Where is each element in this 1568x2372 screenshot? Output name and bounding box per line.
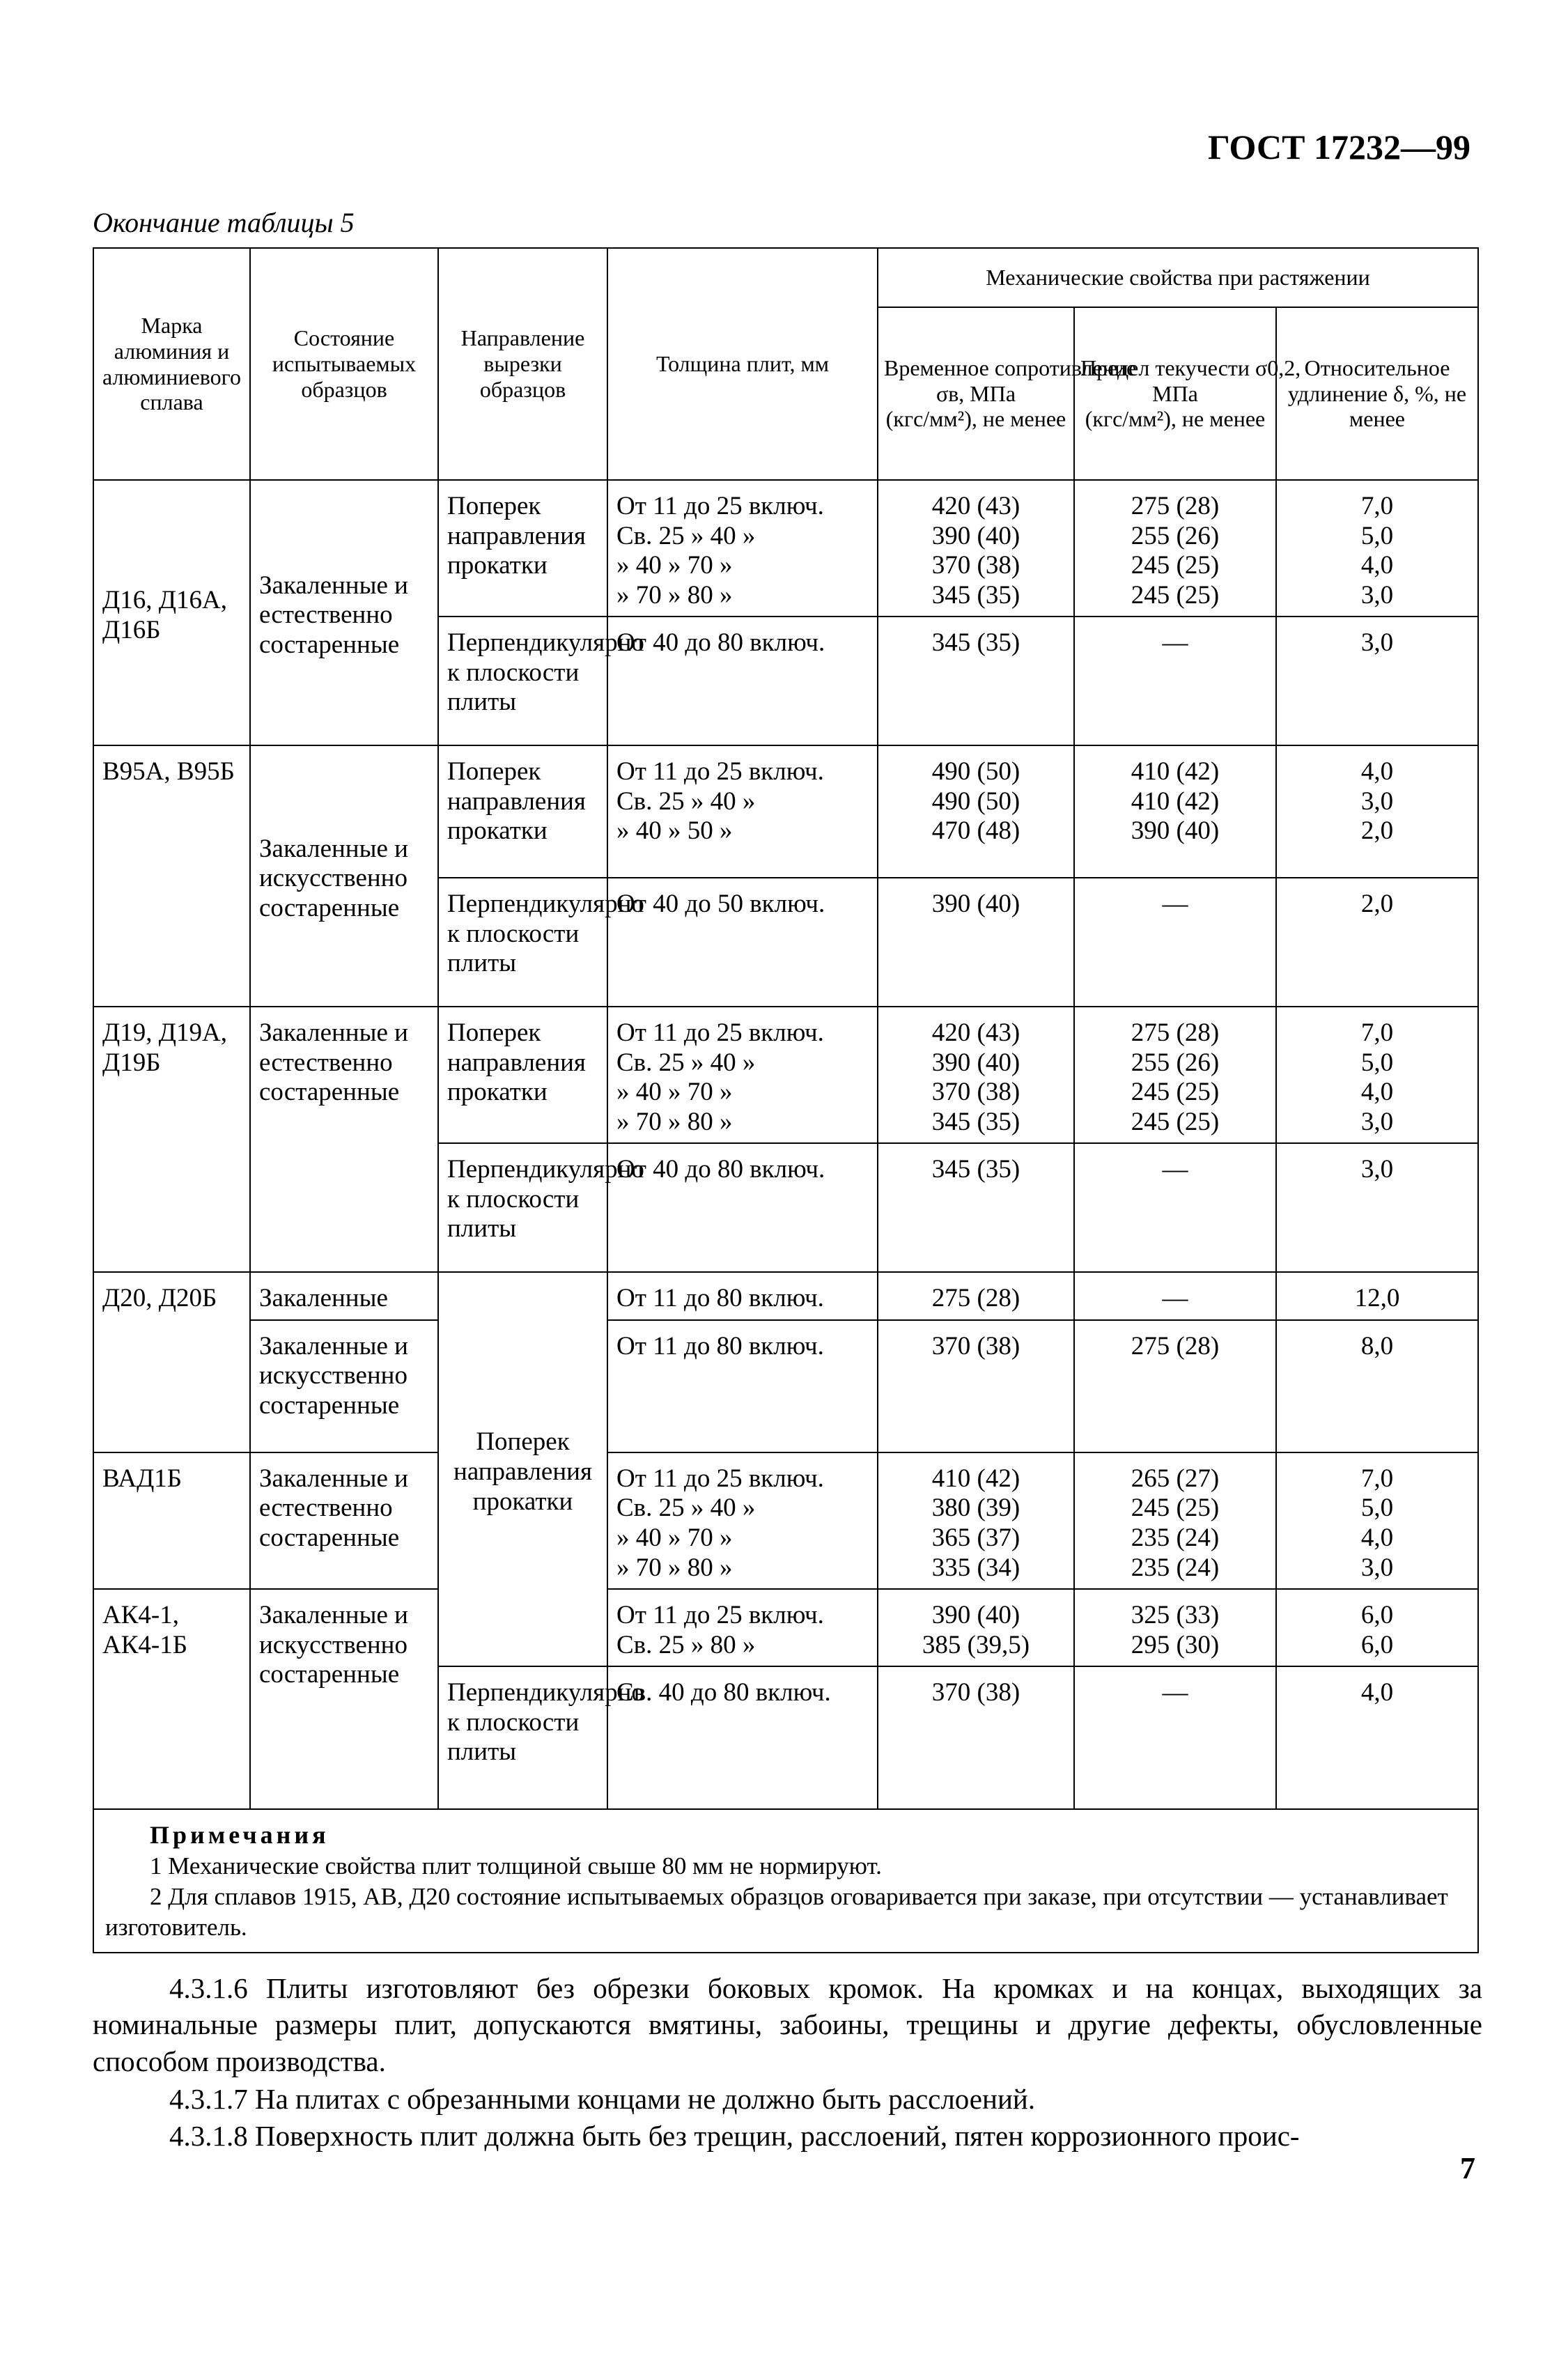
state-cell: Закаленные и искусственно состаренные xyxy=(250,1320,438,1452)
thickness-cell: От 11 до 80 включ. xyxy=(607,1320,878,1452)
cell-line: 4,0 xyxy=(1360,551,1394,580)
cell-line: 245 (25) xyxy=(1131,1107,1220,1136)
elongation-cell xyxy=(1276,1452,1478,1589)
cell-line: 3,0 xyxy=(1360,1107,1394,1136)
paragraph-4-3-1-7: 4.3.1.7 На плитах с обрезанными концами не должно быть расслоений. xyxy=(169,2083,1036,2115)
col-header-direction: Направление вырезки образцов xyxy=(438,248,607,480)
cell-line: 420 (43) xyxy=(931,1018,1020,1048)
thickness-cell xyxy=(607,480,878,617)
cell-line: 470 (48) xyxy=(931,816,1020,846)
table-row xyxy=(93,1007,1478,1143)
cell-line: Св. 25 » 80 » xyxy=(616,1630,756,1659)
strength-cell xyxy=(878,1589,1074,1666)
cell-line: 235 (24) xyxy=(1131,1553,1220,1582)
strength-cell: 345 (35) xyxy=(878,1143,1074,1272)
cell-line: 6,0 xyxy=(1360,1630,1394,1659)
table-row xyxy=(93,1589,1478,1666)
elongation-cell xyxy=(1276,1589,1478,1666)
strength-cell xyxy=(878,1452,1074,1589)
grade-cell: АК4-1, АК4-1Б xyxy=(93,1589,250,1809)
notes-title: Примечания xyxy=(150,1821,329,1850)
table-row xyxy=(93,1272,1478,1320)
cell-line: Св. 25 » 40 » xyxy=(616,1048,756,1077)
strength-cell: 275 (28) xyxy=(878,1272,1074,1320)
paragraph-4-3-1-6: 4.3.1.6 Плиты изготовляют без обрезки боковых кромок. На кромках и на концах, выходящих за номинальные размеры плит, допускаются вмятины, забоины, трещины и другие дефекты, обусловленные способом производства. xyxy=(93,1972,1482,2077)
cell-line: 5,0 xyxy=(1360,1494,1394,1523)
cell-line: 390 (40) xyxy=(931,1601,1020,1630)
yield-cell: — xyxy=(1074,878,1276,1007)
cell-line: 325 (33) xyxy=(1131,1601,1220,1630)
cell-line: » 70 » 80 » xyxy=(616,1107,733,1136)
strength-cell: 345 (35) xyxy=(878,617,1074,745)
cell-line: 7,0 xyxy=(1360,1018,1394,1048)
cell-line: 4,0 xyxy=(1360,1524,1394,1553)
cell-line: 370 (38) xyxy=(931,1078,1020,1107)
paragraph-4-3-1-8: 4.3.1.8 Поверхность плит должна быть без трещин, расслоений, пятен коррозионного проис- xyxy=(169,2120,1300,2152)
table-header-row xyxy=(93,248,1478,307)
note-1: 1 Механические свойства плит толщиной свыше 80 мм не нормируют. xyxy=(150,1852,882,1880)
table-row xyxy=(93,1320,1478,1452)
cell-line: » 70 » 80 » xyxy=(616,1553,733,1582)
yield-cell: — xyxy=(1074,1143,1276,1272)
elongation-cell: 3,0 xyxy=(1276,1143,1478,1272)
cell-line: 365 (37) xyxy=(931,1524,1020,1553)
state-cell: Закаленные и естественно состаренные xyxy=(250,1452,438,1589)
cell-line: 4,0 xyxy=(1360,1078,1394,1107)
thickness-cell xyxy=(607,1452,878,1589)
cell-line: 420 (43) xyxy=(931,492,1020,520)
elongation-cell: 8,0 xyxy=(1276,1320,1478,1452)
header-text: σв, МПа xyxy=(936,380,1016,406)
cell-line: » 70 » 80 » xyxy=(616,580,733,610)
table-caption: Окончание таблицы 5 xyxy=(93,207,355,238)
header-text: Временное сопротивление xyxy=(884,355,1137,380)
yield-cell xyxy=(1074,1007,1276,1143)
cell-line: 490 (50) xyxy=(931,757,1020,786)
grade-cell: В95А, В95Б xyxy=(93,745,250,1007)
cell-line: Св. 25 » 40 » xyxy=(616,521,756,550)
elongation-cell: 4,0 xyxy=(1276,1666,1478,1809)
header-text: Предел текучести σ0,2, xyxy=(1080,355,1301,380)
elongation-cell xyxy=(1276,1007,1478,1143)
col-header-elongation: Относительное удлинение δ, %, не менее xyxy=(1276,307,1478,480)
cell-line: 380 (39) xyxy=(931,1494,1020,1523)
state-cell: Закаленные и естественно состаренные xyxy=(250,1007,438,1272)
yield-cell: 275 (28) xyxy=(1074,1320,1276,1452)
note-2: 2 Для сплавов 1915, АВ, Д20 состояние испытываемых образцов оговаривается при заказе, при отсутствии — устанавливает изготовитель. xyxy=(105,1882,1448,1941)
header-text: МПа xyxy=(1152,380,1198,406)
yield-cell xyxy=(1074,1589,1276,1666)
grade-cell: ВАД1Б xyxy=(93,1452,250,1589)
cell-line: 345 (35) xyxy=(931,1107,1020,1136)
cell-line: 6,0 xyxy=(1360,1601,1394,1630)
cell-line: Св. 25 » 40 » xyxy=(616,786,756,816)
notes-cell xyxy=(93,1809,1478,1953)
yield-cell: — xyxy=(1074,1272,1276,1320)
cell-line: 5,0 xyxy=(1360,521,1394,550)
elongation-cell: 12,0 xyxy=(1276,1272,1478,1320)
cell-line: 245 (25) xyxy=(1131,551,1220,580)
grade-cell: Д20, Д20Б xyxy=(93,1272,250,1452)
yield-cell: — xyxy=(1074,617,1276,745)
cell-line: 245 (25) xyxy=(1131,1494,1220,1523)
cell-line: 3,0 xyxy=(1360,786,1394,816)
cell-line: 370 (38) xyxy=(931,551,1020,580)
cell-line: 390 (40) xyxy=(931,1048,1020,1077)
cell-line: 255 (26) xyxy=(1131,521,1220,550)
direction-cell-shared: Поперек направления прокатки xyxy=(438,1272,607,1666)
elongation-cell xyxy=(1276,480,1478,617)
cell-line: От 11 до 25 включ. xyxy=(616,757,824,786)
col-header-strength xyxy=(878,307,1137,480)
elongation-cell: 3,0 xyxy=(1276,617,1478,745)
direction-cell: Поперек направления прокатки xyxy=(438,480,607,617)
cell-line: 490 (50) xyxy=(931,786,1020,816)
thickness-cell xyxy=(607,745,878,878)
yield-cell xyxy=(1074,1452,1276,1589)
cell-line: » 40 » 70 » xyxy=(616,1078,733,1107)
direction-cell: Перпендикулярно к плоскости плиты xyxy=(438,1666,607,1809)
cell-line: От 11 до 25 включ. xyxy=(616,1601,824,1630)
strength-cell xyxy=(878,480,1074,617)
grade-cell: Д16, Д16А, Д16Б xyxy=(93,480,250,745)
cell-line: 265 (27) xyxy=(1131,1464,1220,1493)
cell-line: 410 (42) xyxy=(1131,786,1220,816)
cell-line: От 11 до 25 включ. xyxy=(616,492,824,520)
cell-line: 7,0 xyxy=(1360,1464,1394,1493)
cell-line: 390 (40) xyxy=(931,521,1020,550)
state-cell: Закаленные и искусственно состаренные xyxy=(250,745,438,1007)
elongation-cell xyxy=(1276,745,1478,878)
state-cell: Закаленные и искусственно состаренные xyxy=(250,1589,438,1809)
strength-cell xyxy=(878,745,1074,878)
cell-line: 3,0 xyxy=(1360,580,1394,610)
strength-cell xyxy=(878,1007,1074,1143)
cell-line: 4,0 xyxy=(1360,757,1394,786)
state-cell: Закаленные и естественно состаренные xyxy=(250,480,438,745)
yield-cell xyxy=(1074,480,1276,617)
thickness-cell: От 11 до 80 включ. xyxy=(607,1272,878,1320)
col-header-mech-group: Механические свойства при растяжении xyxy=(878,248,1478,307)
cell-line: 335 (34) xyxy=(931,1553,1020,1582)
thickness-cell: Св. 40 до 80 включ. xyxy=(607,1666,878,1809)
cell-line: 255 (26) xyxy=(1131,1048,1220,1077)
yield-cell xyxy=(1074,745,1276,878)
cell-line: От 11 до 25 включ. xyxy=(616,1018,824,1048)
direction-cell: Перпендикулярно к плоскости плиты xyxy=(438,1143,607,1272)
col-header-yield xyxy=(1074,307,1301,480)
cell-line: 3,0 xyxy=(1360,1553,1394,1582)
strength-cell: 370 (38) xyxy=(878,1666,1074,1809)
cell-line: 410 (42) xyxy=(1131,757,1220,786)
thickness-cell: От 40 до 50 включ. xyxy=(607,878,878,1007)
document-header: ГОСТ 17232—99 xyxy=(1207,127,1470,166)
strength-cell: 370 (38) xyxy=(878,1320,1074,1452)
cell-line: 2,0 xyxy=(1360,816,1394,846)
direction-cell: Перпендикулярно к плоскости плиты xyxy=(438,617,607,745)
yield-cell: — xyxy=(1074,1666,1276,1809)
strength-cell: 390 (40) xyxy=(878,878,1074,1007)
grade-cell: Д19, Д19А, Д19Б xyxy=(93,1007,250,1272)
col-header-thickness: Толщина плит, мм xyxy=(607,248,878,480)
notes-row xyxy=(93,1809,1478,1953)
cell-line: 235 (24) xyxy=(1131,1524,1220,1553)
table-row xyxy=(93,1452,1478,1589)
header-text: (кгс/мм²), не менее xyxy=(885,406,1066,432)
cell-line: » 40 » 50 » xyxy=(616,816,733,846)
table-row xyxy=(93,745,1478,878)
cell-line: 410 (42) xyxy=(931,1464,1020,1493)
cell-line: 245 (25) xyxy=(1131,580,1220,610)
cell-line: 5,0 xyxy=(1360,1048,1394,1077)
cell-line: » 40 » 70 » xyxy=(616,1524,733,1553)
direction-cell: Перпендикулярно к плоскости плиты xyxy=(438,878,607,1007)
cell-line: 275 (28) xyxy=(1131,492,1220,520)
direction-cell: Поперек направления прокатки xyxy=(438,1007,607,1143)
page-number: 7 xyxy=(1460,2151,1475,2185)
col-header-grade: Марка алюминия и алюминиевого сплава xyxy=(93,248,250,480)
cell-line: 245 (25) xyxy=(1131,1078,1220,1107)
cell-line: От 11 до 25 включ. xyxy=(616,1464,824,1493)
properties-table xyxy=(93,247,1479,1953)
cell-line: 345 (35) xyxy=(931,580,1020,610)
elongation-cell: 2,0 xyxy=(1276,878,1478,1007)
table-row xyxy=(93,480,1478,617)
thickness-cell xyxy=(607,1589,878,1666)
thickness-cell: От 40 до 80 включ. xyxy=(607,617,878,745)
cell-line: 390 (40) xyxy=(1131,816,1220,846)
direction-cell: Поперек направления прокатки xyxy=(438,745,607,878)
col-header-state: Состояние испытываемых образцов xyxy=(250,248,438,480)
state-cell: Закаленные xyxy=(250,1272,438,1320)
cell-line: » 40 » 70 » xyxy=(616,551,733,580)
cell-line: 385 (39,5) xyxy=(922,1630,1030,1659)
cell-line: Св. 25 » 40 » xyxy=(616,1494,756,1523)
cell-line: 7,0 xyxy=(1360,492,1394,520)
cell-line: 295 (30) xyxy=(1131,1630,1220,1659)
header-text: (кгс/мм²), не менее xyxy=(1085,406,1266,432)
cell-line: 275 (28) xyxy=(1131,1018,1220,1048)
thickness-cell xyxy=(607,1007,878,1143)
thickness-cell: От 40 до 80 включ. xyxy=(607,1143,878,1272)
